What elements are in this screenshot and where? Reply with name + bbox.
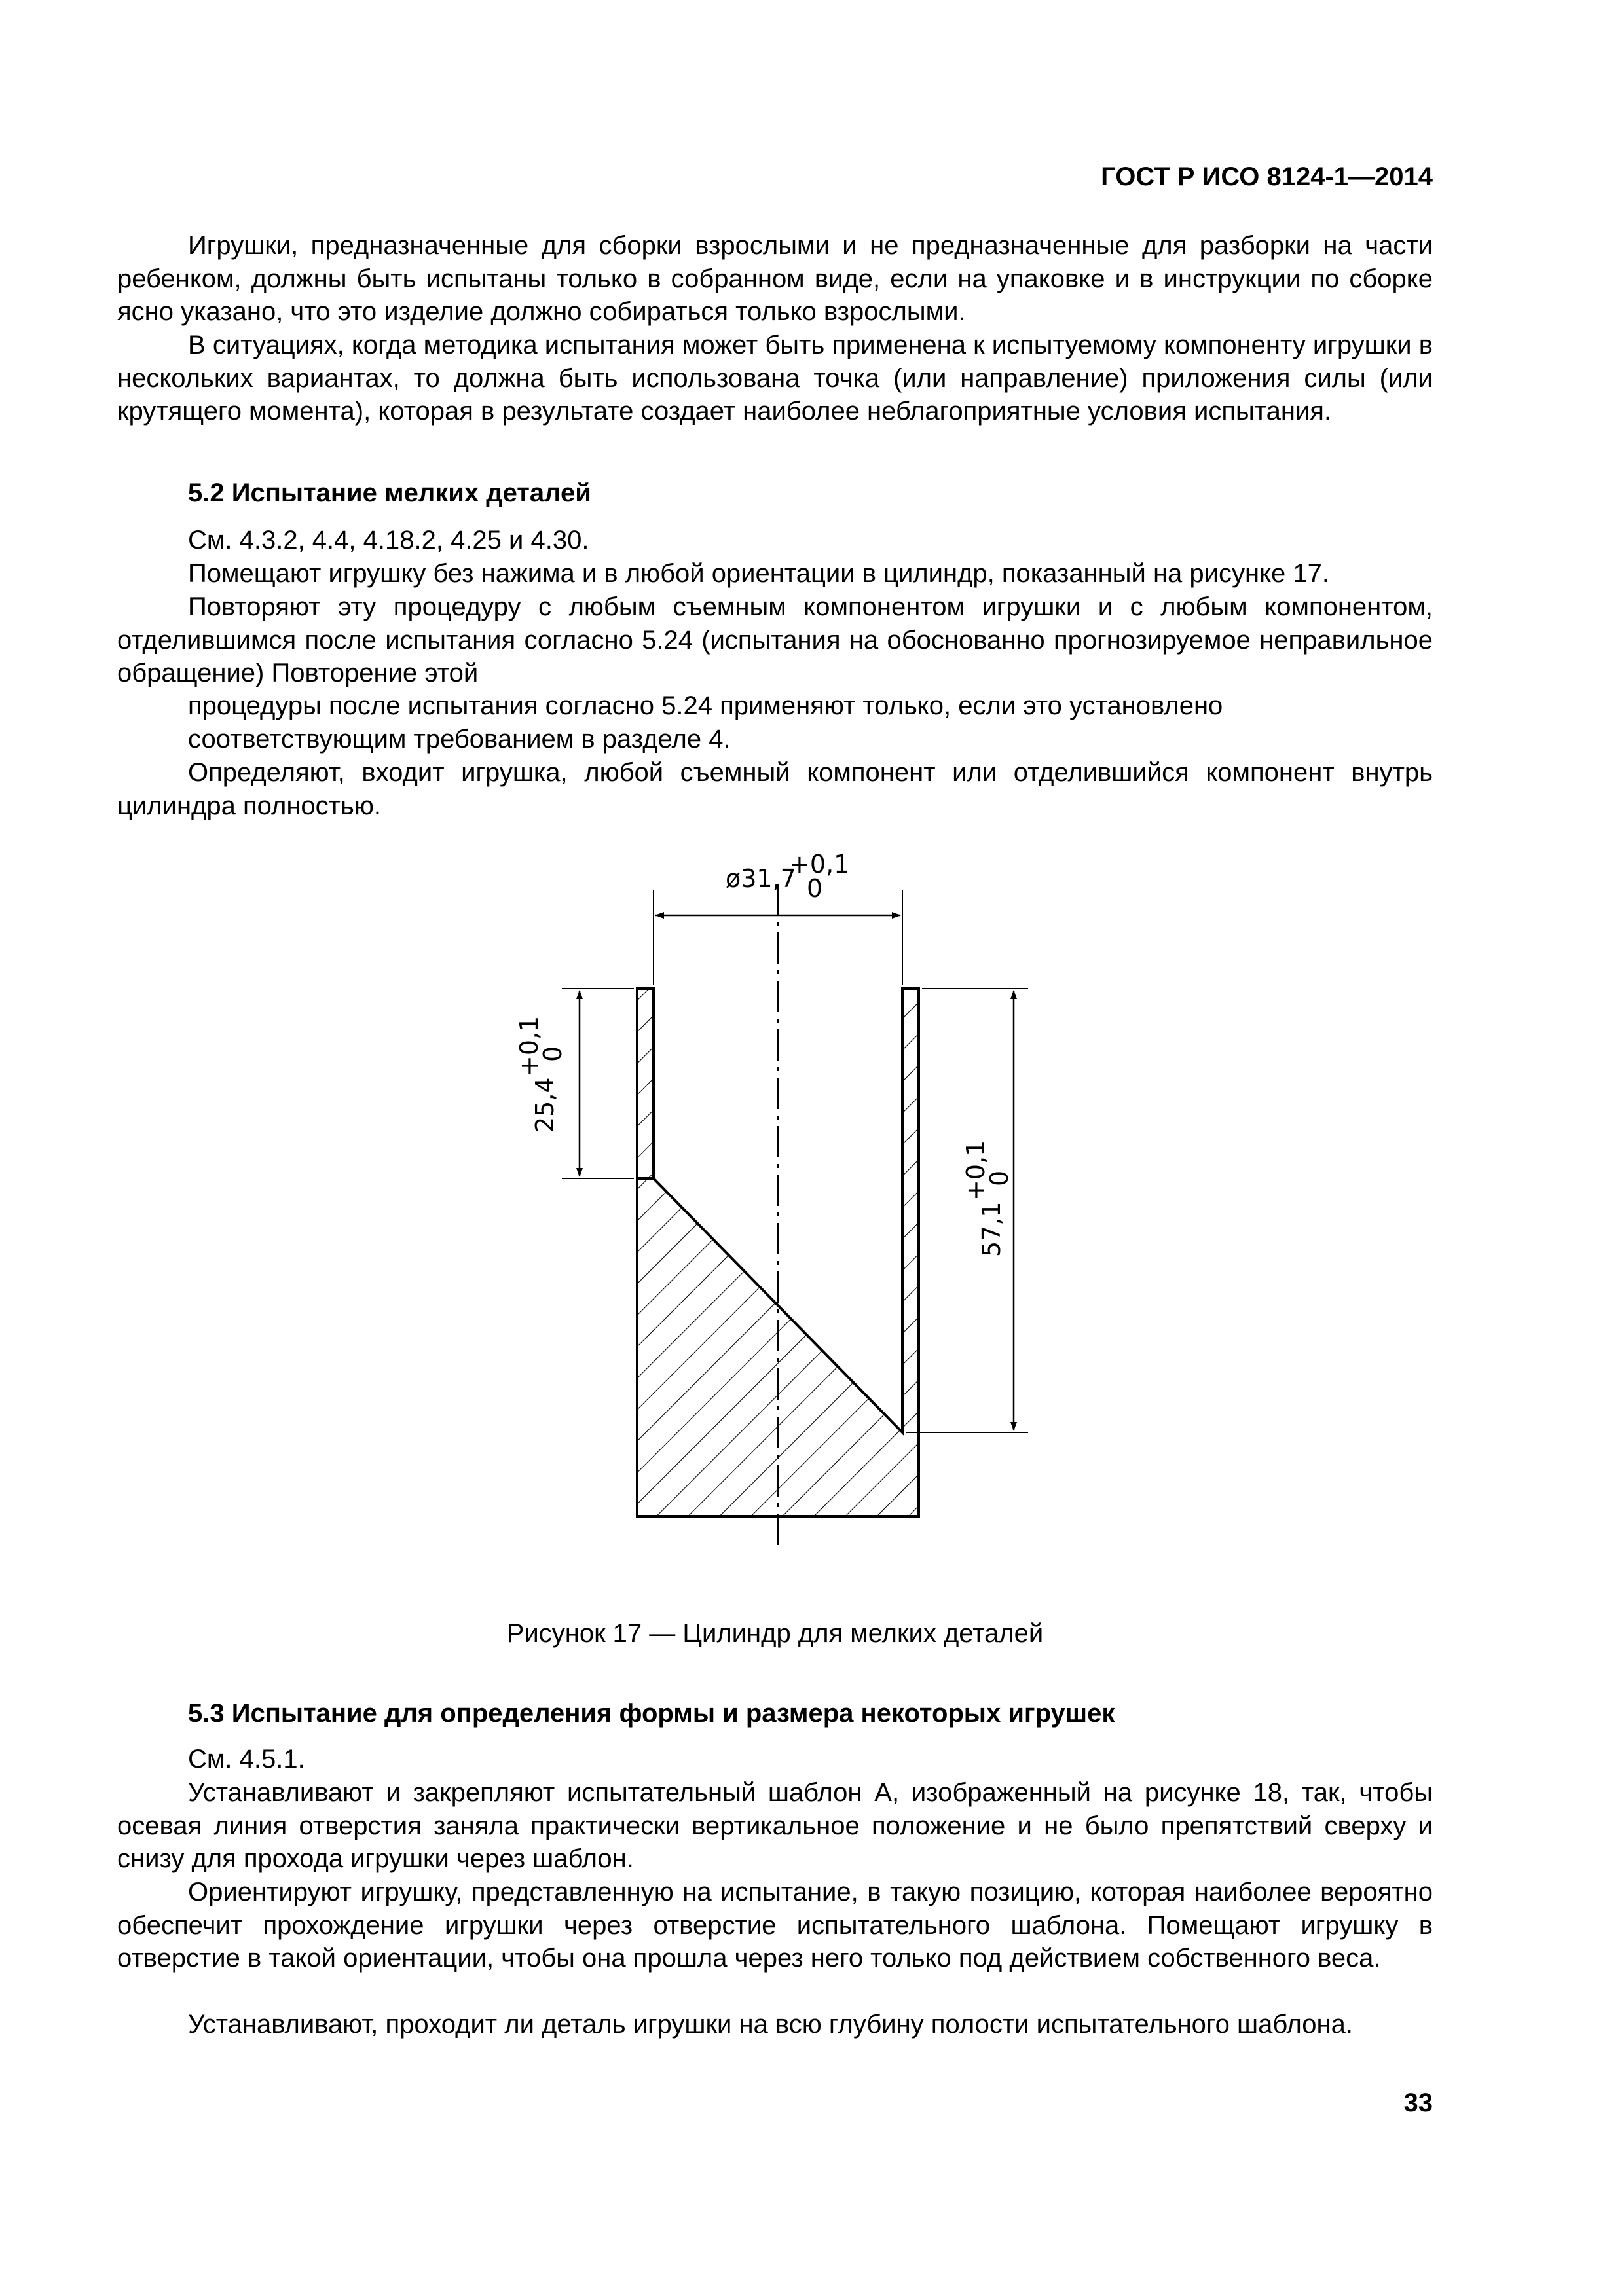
dimension-right-tol-upper: +0,1	[961, 1140, 990, 1201]
section-5-3-paragraph-2: Ориентируют игрушку, представленную на испытание, в такую позицию, которая наиболее вероятно обеспечит прохождение игрушки через отверстие испытательного шаблона. Помещают игрушку в отверстие в такой ориентации, чтобы она прошла через него только под действием собственного веса.	[117, 1878, 1433, 1973]
section-5-3-ref: См. 4.5.1.	[188, 1745, 305, 1774]
section-5-2-paragraph-1: Помещают игрушку без нажима и в любой ориентации в цилиндр, показанный на рисунке 17.	[188, 559, 1329, 588]
dimension-diameter-tol-upper: +0,1	[789, 850, 850, 879]
section-5-3-paragraph-1: Устанавливают и закрепляют испытательный шаблон А, изображенный на рисунке 18, так, чтобы осевая линия отверстия заняла практически вертикальное положение и не было препятствий сверху и снизу для прохода игрушки через шаблон.	[117, 1778, 1433, 1873]
section-5-2-paragraph-3-line-2: соответствующим требованием в разделе 4.	[188, 725, 731, 754]
dimension-diameter-tol-lower: 0	[807, 874, 823, 903]
dimension-left-tol-upper: +0,1	[515, 1015, 544, 1076]
dimension-left-value: 25,4	[530, 1077, 559, 1133]
intro-paragraph-2: В ситуациях, когда методика испытания может быть применена к испытуемому компоненту игрушки в нескольких вариантах, то должна быть использована точка (или направление) приложения силы (или крутящего момента), которая в результате создает наиболее неблагоприятные условия испытания.	[117, 331, 1433, 426]
section-5-2-heading: 5.2 Испытание мелких деталей	[188, 479, 591, 507]
section-5-2-paragraph-4: Определяют, входит игрушка, любой съемный компонент или отделившийся компонент внутрь цилиндра полностью.	[117, 758, 1433, 820]
dimension-left-height	[515, 989, 634, 1178]
figure-17-caption: Рисунок 17 — Цилиндр для мелких деталей	[506, 1619, 1044, 1648]
section-5-2-paragraph-2: Повторяют эту процедуру с любым съемным компонентом игрушки и с любым компонентом, отделившимся после испытания согласно 5.24 (испытания на обоснованно прогнозируемое неправильное обращение) Повторение этой	[117, 592, 1433, 687]
page-number: 33	[1403, 2088, 1433, 2117]
section-5-3-heading: 5.3 Испытание для определения формы и размера некоторых игрушек	[188, 1699, 1115, 1728]
dimension-right-tol-lower: 0	[985, 1170, 1014, 1186]
dimension-diameter	[654, 850, 902, 985]
dimension-right-value: 57,1	[977, 1201, 1006, 1257]
dimension-right-height	[906, 989, 1028, 1432]
dimension-left-tol-lower: 0	[538, 1046, 567, 1062]
section-5-3-paragraph-3: Устанавливают, проходит ли деталь игрушки на всю глубину полости испытательного шаблона.	[188, 2010, 1353, 2039]
dimension-diameter-value: ø31,7	[726, 864, 796, 893]
document-code: ГОСТ Р ИСО 8124-1—2014	[1101, 162, 1433, 191]
intro-paragraph-1: Игрушки, предназначенные для сборки взрослыми и не предназначенные для разборки на части ребенком, должны быть испытаны только в собранном виде, если на упаковке и в инструкции по сборке ясно указано, что это изделие должно собираться только взрослыми.	[117, 231, 1433, 326]
section-5-2-paragraph-3-line-1: процедуры после испытания согласно 5.24 применяют только, если это установлено	[188, 691, 1223, 720]
section-5-2-ref: См. 4.3.2, 4.4, 4.18.2, 4.25 и 4.30.	[188, 526, 589, 555]
